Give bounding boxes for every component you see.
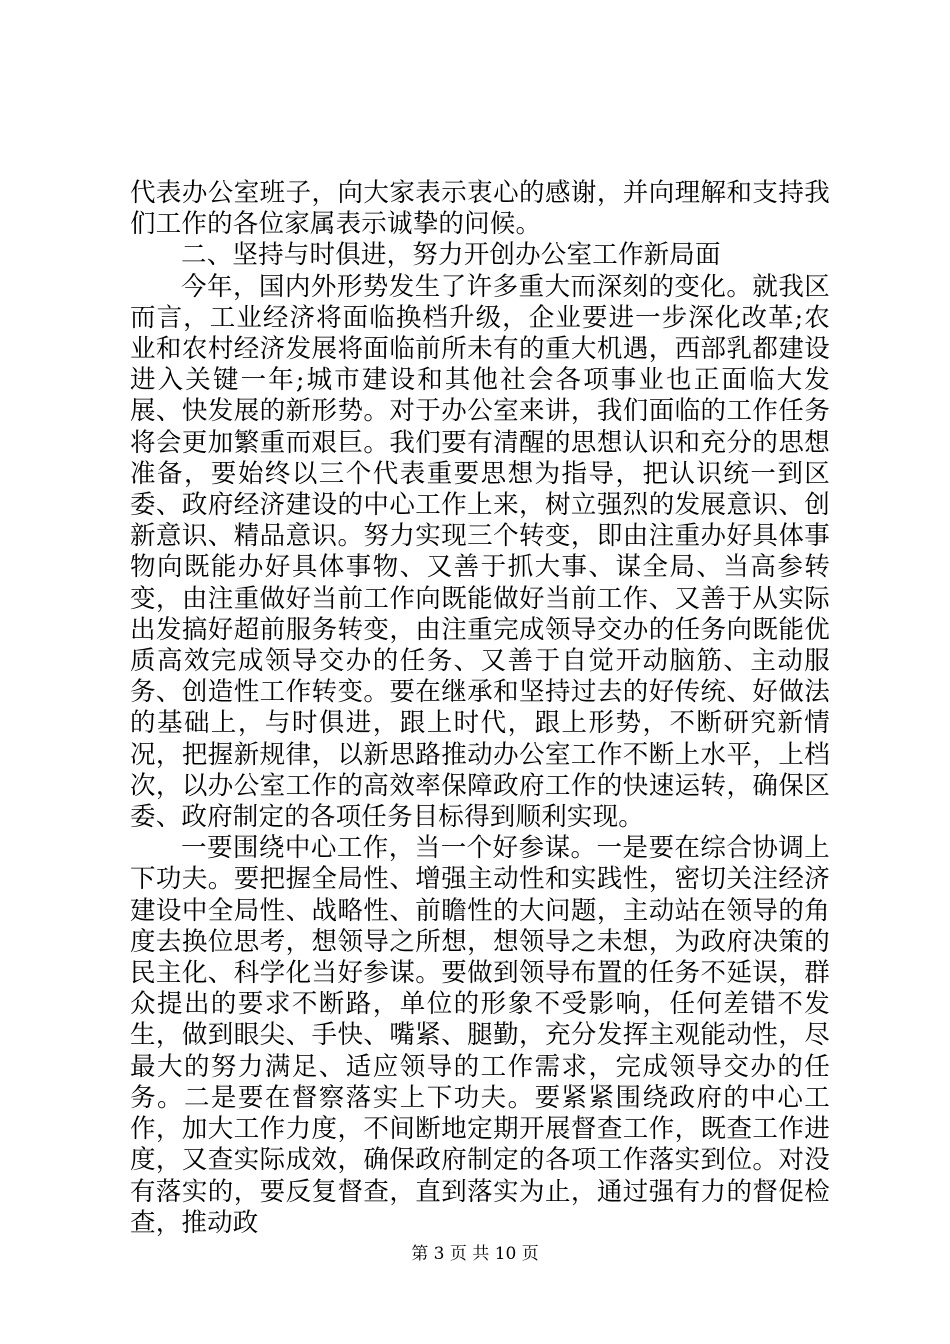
paragraph-continuation: 代表办公室班子，向大家表示衷心的感谢，并向理解和支持我们工作的各位家属表示诚挚的问候。 (130, 178, 830, 240)
page-number-footer: 第 3 页 共 10 页 (411, 1244, 539, 1264)
paragraph-situation: 今年，国内外形势发生了许多重大而深刻的变化。就我区而言，工业经济将面临换档升级，企业要进一步深化改革;农业和农村经济发展将面临前所未有的重大机遇，西部乳都建设进入关键一年;城市建设和其他社会各项事业也正面临大发展、快发展的新形势。对于办公室来讲，我们面临的工作任务将会更加繁重而艰巨。我们要有清醒的思想认识和充分的思想准备，要始终以三个代表重要思想为指导，把认识统一到区委、政府经济建设的中心工作上来，树立强烈的发展意识、创新意识、精品意识。努力实现三个转变，即由注重办好具体事物向既能办好具体事物、又善于抓大事、谋全局、当高参转变，由注重做好当前工作向既能做好当前工作、又善于从实际出发搞好超前服务转变，由注重完成领导交办的任务向既能优质高效完成领导交办的任务、又善于自觉开动脑筋、主动服务、创造性工作转变。要在继承和坚持过去的好传统、好做法的基础上，与时俱进，跟上时代，跟上形势，不断研究新情况，把握新规律，以新思路推动办公室工作不断上水平，上档次，以办公室工作的高效率保障政府工作的快速运转，确保区委、政府制定的各项任务目标得到顺利实现。 (130, 271, 830, 833)
document-body (130, 178, 830, 1239)
section-heading: 二、坚持与时俱进，努力开创办公室工作新局面 (181, 240, 721, 271)
paragraph-advisor: 一要围绕中心工作，当一个好参谋。一是要在综合协调上下功夫。要把握全局性、增强主动性和实践性，密切关注经济建设中全局性、战略性、前瞻性的大问题，主动站在领导的角度去换位思考，想领导之所想，想领导之未想，为政府决策的民主化、科学化当好参谋。要做到领导布置的任务不延误，群众提出的要求不断路，单位的形象不受影响，任何差错不发生，做到眼尖、手快、嘴紧、腿勤，充分发挥主观能动性，尽最大的努力满足、适应领导的工作需求，完成领导交办的任务。二是要在督察落实上下功夫。要紧紧围绕政府的中心工作，加大工作力度，不间断地定期开展督查工作，既查工作进度，又查实际成效，确保政府制定的各项工作落实到位。对没有落实的，要反复督查，直到落实为止，通过强有力的督促检查，推动政 (130, 833, 830, 1238)
